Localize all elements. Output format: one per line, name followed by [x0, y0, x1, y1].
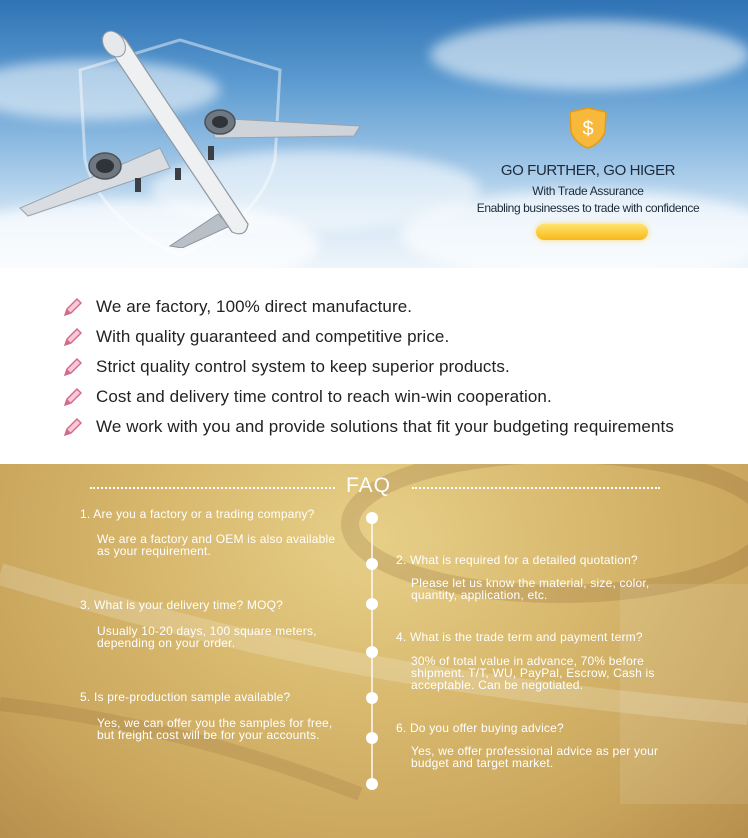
feature-item — [62, 294, 412, 320]
faq-timeline — [371, 512, 373, 784]
feature-text: We are factory, 100% direct manufacture. — [96, 297, 413, 316]
feature-item — [62, 414, 674, 440]
feature-text: With quality guaranteed and competitive price. — [96, 327, 450, 346]
faq-question-1: 1. Are you a factory or a trading company? — [80, 507, 315, 521]
timeline-dot — [366, 732, 378, 744]
feature-text: We work with you and provide solutions that fit your budgeting requirements — [96, 417, 674, 436]
timeline-dot — [366, 598, 378, 610]
timeline-dot — [366, 558, 378, 570]
feature-item — [62, 324, 449, 350]
trade-assurance-button[interactable] — [536, 224, 648, 240]
trade-assurance-block — [470, 100, 720, 250]
faq-question-4: 4. What is the trade term and payment term? — [396, 630, 643, 644]
faq-section — [0, 464, 748, 838]
pencil-icon — [62, 326, 84, 348]
pencil-icon — [62, 356, 84, 378]
airplane-icon — [10, 18, 370, 248]
banner-headline: GO FURTHER, GO HIGER — [500, 162, 676, 179]
timeline-dot — [366, 778, 378, 790]
banner-subline: With Trade Assurance — [532, 184, 644, 198]
faq-answer-5: Yes, we can offer you the samples for free, but freight cost will be for your accounts. — [97, 716, 333, 742]
pencil-icon — [62, 416, 84, 438]
pencil-icon — [62, 296, 84, 318]
feature-list — [0, 268, 748, 464]
faq-answer-1: We are a factory and OEM is also available as your requirement. — [97, 532, 336, 558]
feature-text: Cost and delivery time control to reach win-win cooperation. — [96, 387, 552, 406]
timeline-dot — [366, 692, 378, 704]
pencil-icon — [62, 386, 84, 408]
faq-answer-4: 30% of total value in advance, 70% before shipment. T/T, WU, PayPal, Escrow, Cash is acceptable. Can be negotiated. — [411, 654, 655, 692]
dotted-divider — [412, 487, 660, 489]
timeline-dot — [366, 646, 378, 658]
faq-question-6: 6. Do you offer buying advice? — [396, 721, 564, 735]
feature-item — [62, 384, 552, 410]
timeline-dot — [366, 512, 378, 524]
faq-answer-2: Please let us know the material, size, color, quantity, application, etc. — [411, 576, 650, 602]
faq-title: FAQ — [346, 474, 392, 497]
feature-item — [62, 354, 510, 380]
faq-question-2: 2. What is required for a detailed quotation? — [396, 553, 638, 567]
feature-text: Strict quality control system to keep superior products. — [96, 357, 510, 376]
faq-question-3: 3. What is your delivery time? MOQ? — [80, 598, 284, 612]
dollar-shield-icon — [566, 106, 610, 150]
faq-header — [90, 474, 660, 500]
trade-assurance-banner — [0, 0, 748, 268]
badge-symbol: $ — [582, 118, 594, 140]
faq-answer-6: Yes, we offer professional advice as per your budget and target market. — [411, 744, 659, 770]
faq-question-5: 5. Is pre-production sample available? — [80, 690, 291, 704]
dotted-divider — [90, 487, 335, 489]
faq-answer-3: Usually 10-20 days, 100 square meters, depending on your order. — [97, 624, 317, 650]
banner-tagline: Enabling businesses to trade with confidence — [476, 201, 700, 215]
cloud — [430, 20, 748, 90]
